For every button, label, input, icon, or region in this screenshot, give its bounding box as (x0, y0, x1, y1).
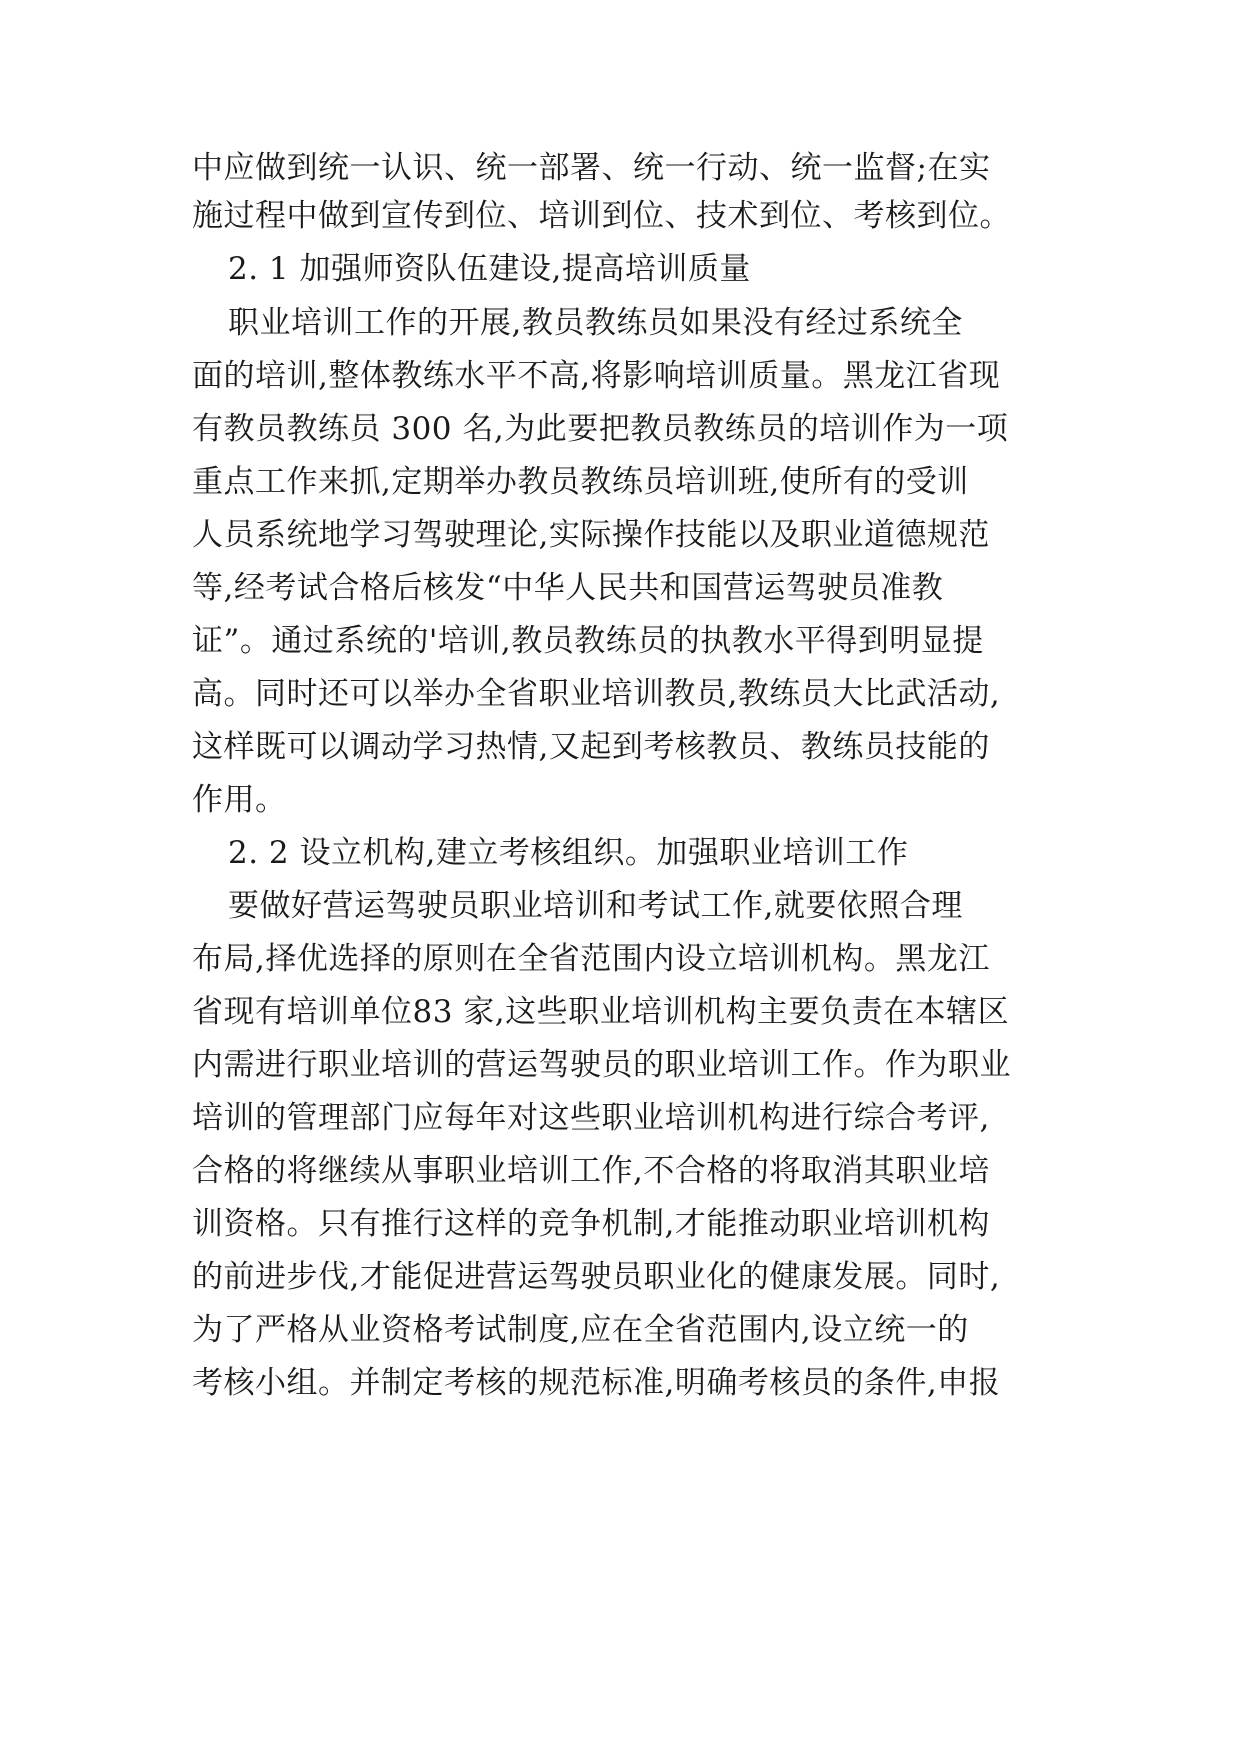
text-line: 等,经考试合格后核发“中华人民共和国营运驾驶员准教 (192, 570, 944, 606)
text-line: 布局,择优选择的原则在全省范围内设立培训机构。黑龙江 (192, 941, 990, 977)
section-heading-2-1: 2. 1 加强师资队伍建设,提高培训质量 (228, 251, 751, 287)
text-line: 作用。 (192, 782, 287, 818)
text-line: 证”。通过系统的'培训,教员教练员的执教水平得到明显提 (192, 623, 984, 659)
text-line: 面的培训,整体教练水平不高,将影响培训质量。黑龙江省现 (192, 358, 1001, 394)
text-line: 内需进行职业培训的营运驾驶员的职业培训工作。作为职业 (192, 1047, 1011, 1083)
text-line: 的前进步伐,才能促进营运驾驶员职业化的健康发展。同时, (192, 1259, 1001, 1295)
text-line: 有教员教练员 300 名,为此要把教员教练员的培训作为一项 (192, 411, 1009, 447)
text-line: 培训的管理部门应每年对这些职业培训机构进行综合考评, (192, 1100, 990, 1136)
text-line: 人员系统地学习驾驶理论,实际操作技能以及职业道德规范 (192, 517, 990, 553)
section-heading-2-2: 2. 2 设立机构,建立考核组织。加强职业培训工作 (228, 835, 909, 871)
text-line: 训资格。只有推行这样的竞争机制,才能推动职业培训机构 (192, 1206, 990, 1242)
text-line: 省现有培训单位83 家,这些职业培训机构主要负责在本辖区 (192, 994, 1010, 1030)
text-line: 中应做到统一认识、统一部署、统一行动、统一监督;在实 (192, 150, 991, 186)
text-line: 重点工作来抓,定期举办教员教练员培训班,使所有的受训 (192, 464, 969, 500)
text-line: 合格的将继续从事职业培训工作,不合格的将取消其职业培 (192, 1153, 990, 1189)
text-line: 施过程中做到宣传到位、培训到位、技术到位、考核到位。 (192, 198, 1011, 234)
text-line: 高。同时还可以举办全省职业培训教员,教练员大比武活动, (192, 676, 1001, 712)
text-line: 考核小组。并制定考核的规范标准,明确考核员的条件,申报 (192, 1365, 1001, 1401)
text-line: 职业培训工作的开展,教员教练员如果没有经过系统全 (228, 305, 963, 341)
text-line: 这样既可以调动学习热情,又起到考核教员、教练员技能的 (192, 729, 990, 765)
text-line: 要做好营运驾驶员职业培训和考试工作,就要依照合理 (228, 888, 963, 924)
text-line: 为了严格从业资格考试制度,应在全省范围内,设立统一的 (192, 1312, 969, 1348)
